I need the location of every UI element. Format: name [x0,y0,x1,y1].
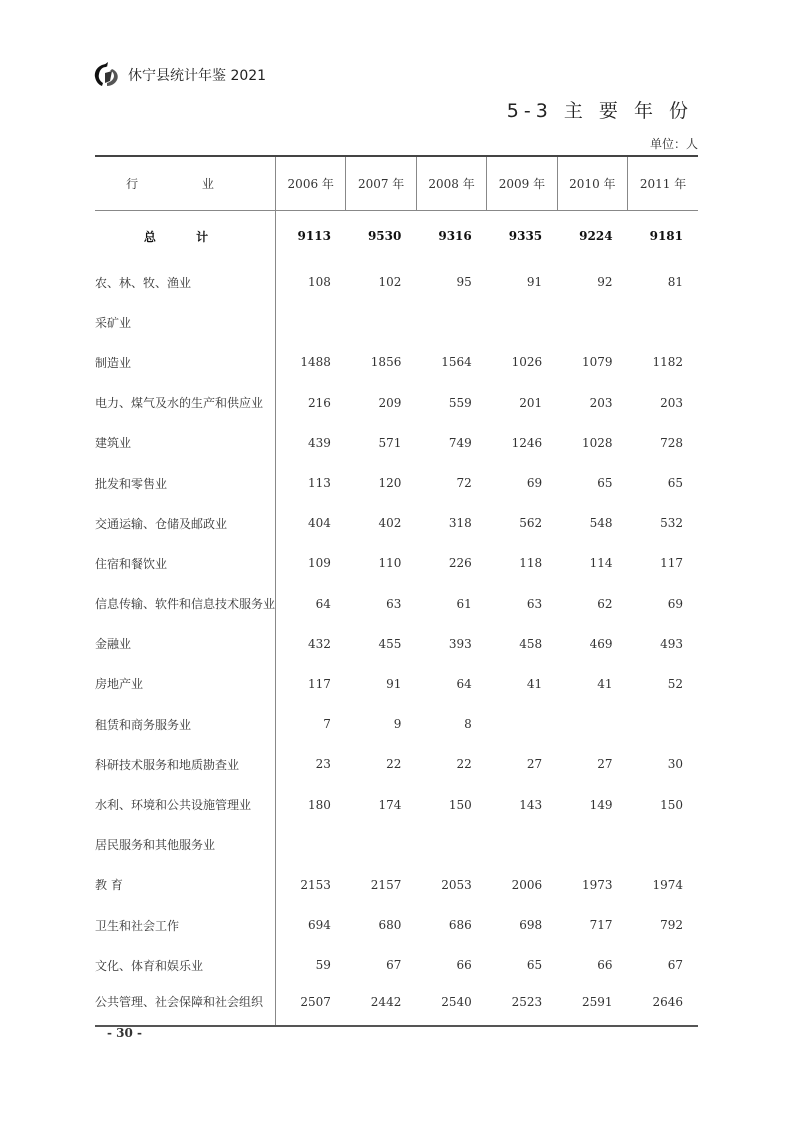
value-cell: 95 [456,275,472,290]
value-cell: 7 [323,717,331,732]
value-cell: 2157 [370,877,402,892]
value-cell [628,825,698,865]
page-header [92,60,266,90]
value-cell: 180 [308,797,331,812]
value-cell: 1246 [511,435,543,450]
value-cell [557,704,627,744]
value-cell: 23 [315,757,331,772]
value-cell: 1182 [652,355,683,370]
value-cell: 110 [378,556,402,571]
value-cell: 201 [519,395,543,410]
value-cell: 174 [378,797,402,812]
value-cell: 65 [526,958,543,973]
column-header-year: 2011 年 [628,156,698,210]
industry-cell: 信息传输、软件和信息技术服务业 [95,584,276,624]
value-cell: 432 [308,636,331,651]
table-row [95,704,698,744]
value-cell: 792 [660,918,683,933]
value-cell: 30 [667,757,683,772]
value-cell: 2053 [441,877,472,892]
column-header-year: 2010 年 [557,156,627,210]
table-row [95,945,698,985]
value-cell: 109 [308,556,331,571]
value-cell: 9316 [438,229,472,244]
value-cell: 72 [456,476,472,491]
table-row [95,744,698,784]
value-cell [416,825,486,865]
table-row [95,503,698,543]
value-cell: 27 [597,757,613,772]
table-row [95,543,698,583]
table-row [95,784,698,824]
value-cell: 149 [589,797,613,812]
value-cell: 65 [667,476,683,491]
value-cell: 113 [308,476,331,491]
table-row [95,584,698,624]
industry-cell: 房地产业 [95,664,276,704]
value-cell: 9113 [297,229,331,244]
column-header-year: 2008 年 [416,156,486,210]
value-cell: 22 [386,757,402,772]
value-cell: 91 [526,275,543,290]
value-cell: 1488 [300,355,331,370]
value-cell: 402 [378,516,402,531]
industry-cell: 教 育 [95,865,276,905]
value-cell: 2646 [652,994,683,1009]
value-cell: 41 [526,676,543,691]
industry-cell: 电力、煤气及水的生产和供应业 [95,383,276,423]
table-row [95,825,698,865]
value-cell: 571 [378,435,402,450]
table-row [95,664,698,704]
value-cell: 41 [597,676,613,691]
value-cell: 91 [386,676,402,691]
value-cell [487,302,557,342]
value-cell: 1973 [582,877,613,892]
value-cell: 318 [448,516,472,531]
unit-label: 单位：人 [649,137,698,151]
value-cell: 117 [660,556,683,571]
value-cell: 532 [660,516,683,531]
value-cell: 686 [448,918,472,933]
value-cell: 65 [597,476,613,491]
value-cell: 1974 [652,877,683,892]
value-cell: 226 [448,556,472,571]
value-cell: 1564 [441,355,472,370]
value-cell: 9 [393,717,402,732]
table-row [95,905,698,945]
value-cell: 469 [589,636,613,651]
value-cell: 2006 [511,877,543,892]
value-cell: 66 [456,958,472,973]
value-cell: 393 [448,636,472,651]
value-cell: 150 [448,797,472,812]
value-cell [487,704,557,744]
page-number: - 30 - [107,1026,143,1040]
value-cell: 8 [464,717,472,732]
employment-table [95,155,698,1027]
value-cell [557,825,627,865]
industry-cell: 总 计 [95,210,276,262]
value-cell [416,302,486,342]
book-title: 休宁县统计年鉴 2021 [128,68,267,84]
value-cell: 1028 [582,435,613,450]
industry-cell: 卫生和社会工作 [95,905,276,945]
value-cell [628,302,698,342]
value-cell: 9224 [579,229,613,244]
value-cell: 439 [308,435,331,450]
value-cell: 27 [526,757,543,772]
value-cell: 548 [589,516,613,531]
value-cell: 749 [448,435,472,450]
value-cell: 562 [519,516,543,531]
value-cell: 2153 [300,877,331,892]
value-cell [628,704,698,744]
industry-cell: 建筑业 [95,423,276,463]
value-cell: 559 [448,395,472,410]
industry-cell: 住宿和餐饮业 [95,543,276,583]
value-cell [346,302,416,342]
industry-cell: 批发和零售业 [95,463,276,503]
value-cell: 64 [456,676,472,691]
industry-cell: 租赁和商务服务业 [95,704,276,744]
value-cell: 108 [308,275,331,290]
value-cell: 59 [315,958,331,973]
column-header-year: 2006 年 [276,156,346,210]
column-header-year: 2007 年 [346,156,416,210]
value-cell: 404 [308,516,331,531]
value-cell: 120 [378,476,402,491]
value-cell [276,302,346,342]
industry-cell: 居民服务和其他服务业 [95,825,276,865]
industry-cell: 水利、环境和公共设施管理业 [95,784,276,824]
industry-cell: 科研技术服务和地质勘查业 [95,744,276,784]
column-header-industry: 行 业 [95,156,276,210]
industry-cell: 农、林、牧、渔业 [95,262,276,302]
value-cell: 143 [519,797,543,812]
value-cell: 61 [456,596,472,611]
value-cell: 203 [660,395,683,410]
table-row [95,423,698,463]
value-cell: 81 [667,275,683,290]
value-cell: 1079 [582,355,613,370]
value-cell: 717 [589,918,613,933]
value-cell: 66 [597,958,613,973]
table-row [95,302,698,342]
value-cell: 209 [378,395,402,410]
value-cell: 2507 [300,994,331,1009]
table-row [95,865,698,905]
value-cell: 2442 [370,994,402,1009]
value-cell: 63 [386,596,402,611]
value-cell [276,825,346,865]
value-cell: 92 [597,275,613,290]
industry-cell: 交通运输、仓储及邮政业 [95,503,276,543]
table-header-row [95,156,698,210]
value-cell: 67 [667,958,683,973]
value-cell: 698 [519,918,543,933]
table-row [95,342,698,382]
value-cell: 458 [519,636,543,651]
industry-cell: 金融业 [95,624,276,664]
industry-cell: 公共管理、社会保障和社会组织 [95,985,276,1025]
value-cell: 63 [526,596,543,611]
value-cell: 216 [308,395,331,410]
value-cell: 455 [378,636,402,651]
value-cell: 2540 [441,994,472,1009]
value-cell: 2591 [582,994,613,1009]
table-title: 5-3 主 要 年 份 [506,100,693,122]
yearbook-logo-icon [92,61,122,89]
table-row [95,463,698,503]
value-cell: 9335 [508,229,543,244]
industry-cell: 制造业 [95,342,276,382]
value-cell [346,825,416,865]
value-cell [557,302,627,342]
industry-cell: 采矿业 [95,302,276,342]
table-row [95,624,698,664]
value-cell: 1856 [370,355,402,370]
table-row-total [95,210,698,262]
value-cell [487,825,557,865]
value-cell: 118 [519,556,543,571]
value-cell: 22 [456,757,472,772]
value-cell: 9181 [649,229,683,244]
value-cell: 52 [667,676,683,691]
value-cell: 1026 [511,355,543,370]
value-cell: 67 [386,958,402,973]
value-cell: 493 [660,636,683,651]
column-header-year: 2009 年 [487,156,557,210]
value-cell: 203 [589,395,613,410]
value-cell: 728 [660,435,683,450]
value-cell: 114 [589,556,613,571]
industry-cell: 文化、体育和娱乐业 [95,945,276,985]
table-row [95,383,698,423]
value-cell: 62 [597,596,613,611]
value-cell: 69 [526,476,543,491]
value-cell: 150 [660,797,683,812]
value-cell: 2523 [511,994,543,1009]
value-cell: 9530 [367,229,402,244]
value-cell: 69 [667,596,683,611]
value-cell: 694 [308,918,331,933]
table-row [95,262,698,302]
table-row [95,985,698,1025]
value-cell: 102 [378,275,402,290]
value-cell: 64 [315,596,331,611]
value-cell: 680 [378,918,402,933]
value-cell: 117 [308,676,331,691]
